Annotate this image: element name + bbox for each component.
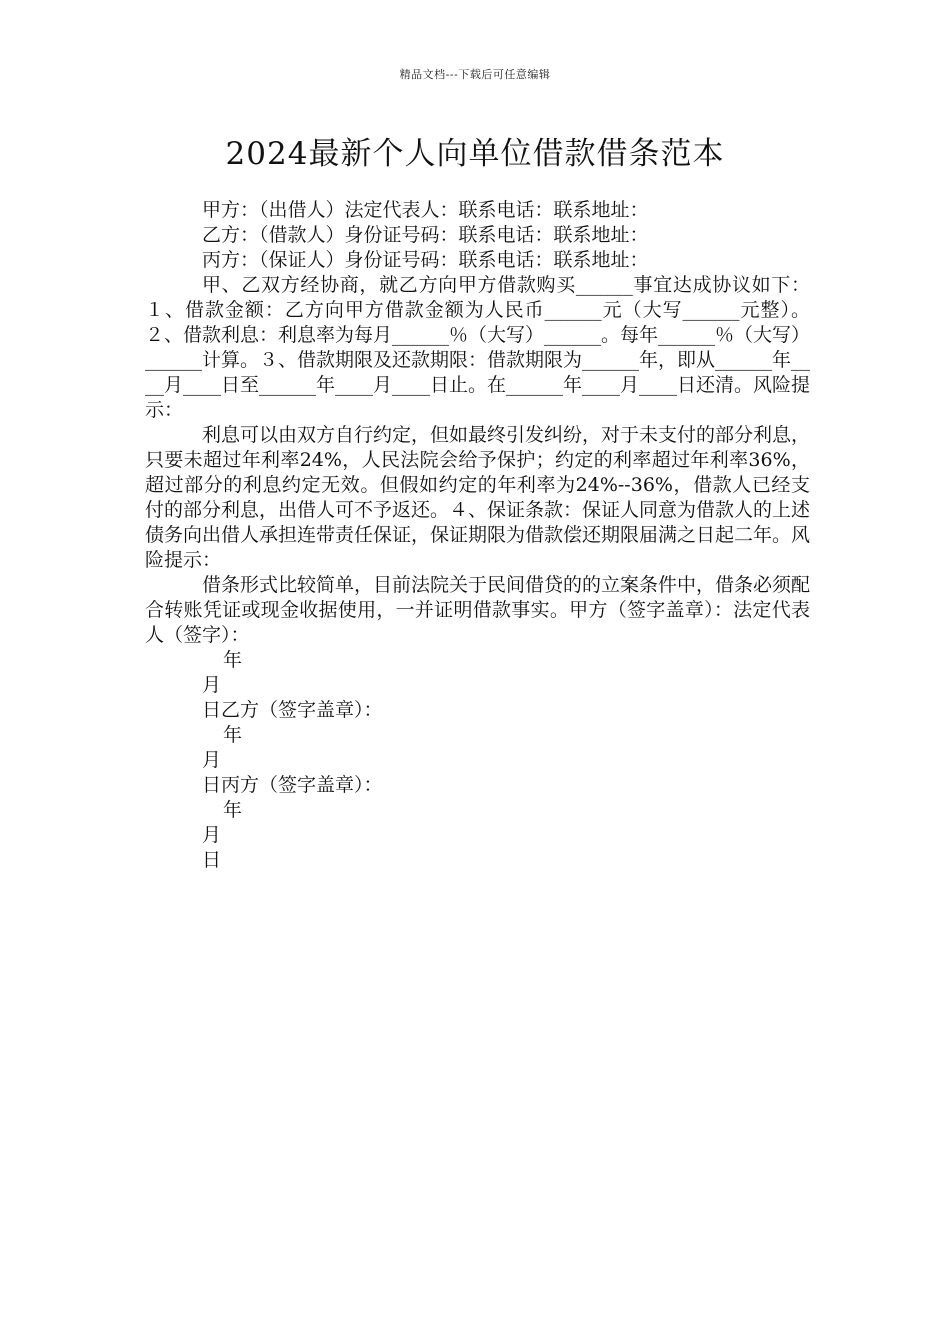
signature-day-party-c: 日丙方（签字盖章）： [202, 774, 383, 796]
signature-month: 月 [202, 824, 222, 846]
signature-day: 日 [202, 849, 222, 871]
party-b-line: 乙方：（借款人）身份证号码：联系电话：联系地址： [202, 224, 649, 246]
signature-month: 月 [202, 749, 222, 771]
signature-year: 年 [223, 799, 243, 821]
document-title: 2024最新个人向单位借款借条范本 [225, 136, 725, 172]
signature-day-party-b: 日乙方（签字盖章）： [202, 699, 383, 721]
party-c-line: 丙方：（保证人）身份证号码：联系电话：联系地址： [202, 249, 649, 271]
signature-month: 月 [202, 674, 222, 696]
document-body [145, 198, 810, 873]
signature-year: 年 [223, 724, 243, 746]
signature-year: 年 [223, 649, 243, 671]
iou-form-paragraph: 借条形式比较简单，目前法院关于民间借贷的的立案条件中，借条必须配合转账凭证或现金收据使用，一并证明借款事实。甲方（签字盖章）：法定代表人（签字）： [145, 574, 811, 646]
party-a-line: 甲方：（出借人）法定代表人：联系电话：联系地址： [202, 199, 649, 221]
agreement-terms-paragraph: 甲、乙双方经协商，就乙方向甲方借款购买______事宜达成协议如下：１、借款金额：乙方向甲方借款金额为人民币______元（大写______元整）。２、借款利息：利息率为每月______％（大写）______。每年______％（大写）______计算。３、借款期限及还款期限：借款期限为______年，即从______年____月____日至______年____月____日止。在______年____月____日还清。风险提示： [145, 274, 811, 421]
header-note: 精品文档---下载后可任意编辑 [399, 68, 551, 81]
interest-risk-paragraph: 利息可以由双方自行约定，但如最终引发纠纷，对于未支付的部分利息，只要未超过年利率24%，人民法院会给予保护；约定的利率超过年利率36%，超过部分的利息约定无效。但假如约定的年利率为24%--36%，借款人已经支付的部分利息，出借人可不予返还。４、保证条款：保证人同意为借款人的上述债务向出借人承担连带责任保证，保证期限为借款偿还期限届满之日起二年。风险提示： [145, 424, 811, 571]
